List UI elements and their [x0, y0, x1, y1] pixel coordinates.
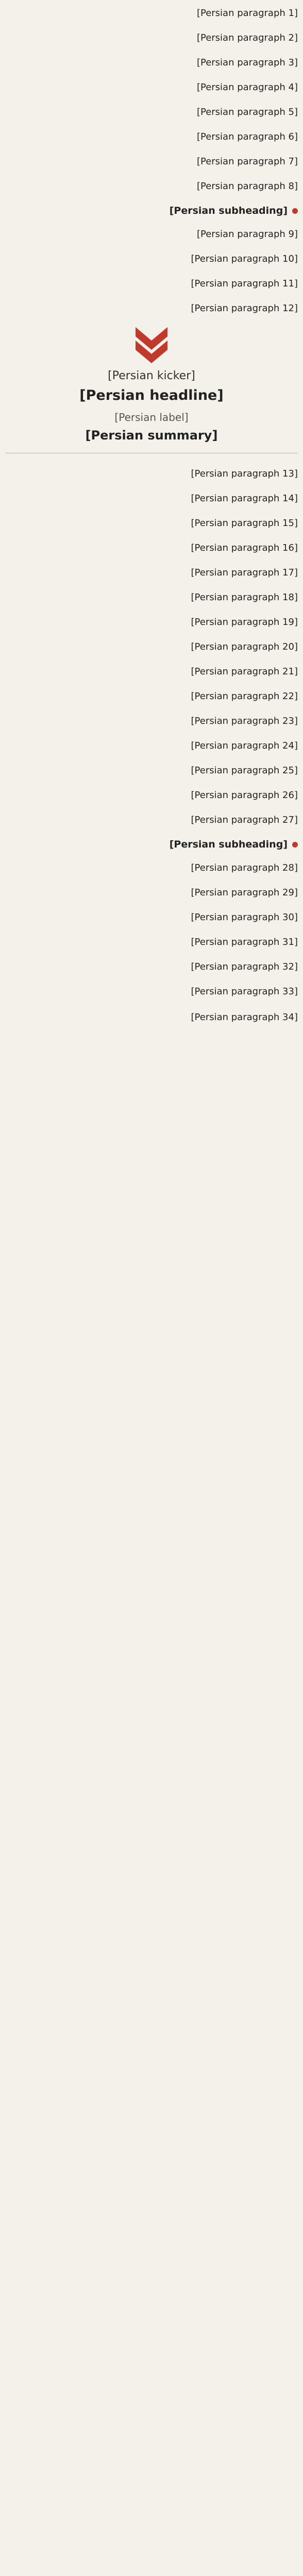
article-paragraph: [Persian paragraph 21] [191, 666, 298, 677]
article-paragraph: [Persian paragraph 18] [191, 592, 298, 603]
article-body-part-c [5, 466, 298, 828]
pull-quote-label: [Persian label] [114, 411, 189, 423]
pull-quote-summary: [Persian summary] [85, 428, 218, 443]
article-paragraph: [Persian paragraph 27] [191, 815, 298, 825]
subheading-text: [Persian subheading] [169, 205, 288, 216]
article-paragraph: [Persian paragraph 32] [191, 961, 298, 972]
article-paragraph: [Persian paragraph 11] [191, 278, 298, 289]
bullet-icon [292, 842, 298, 848]
article-paragraph: [Persian paragraph 8] [196, 181, 298, 192]
article-paragraph: [Persian paragraph 7] [196, 156, 298, 167]
article-paragraph: [Persian paragraph 5] [196, 107, 298, 117]
article-paragraph: [Persian paragraph 25] [191, 765, 298, 776]
article-paragraph: [Persian paragraph 22] [191, 691, 298, 702]
article-paragraph: [Persian paragraph 31] [191, 937, 298, 947]
article-paragraph: [Persian paragraph 1] [196, 8, 298, 19]
page-bottom-spacer [5, 1035, 298, 1045]
article-paragraph: [Persian paragraph 14] [191, 493, 298, 504]
article-body-part-d [5, 860, 298, 1026]
article-paragraph: [Persian paragraph 13] [191, 468, 298, 479]
bullet-icon [292, 208, 298, 214]
pull-quote [5, 367, 298, 453]
pull-quote-headline: [Persian headline] [79, 387, 224, 403]
article-paragraph: [Persian paragraph 9] [196, 229, 298, 240]
article-paragraph: [Persian paragraph 24] [191, 740, 298, 751]
article-paragraph: [Persian paragraph 26] [191, 790, 298, 801]
article-paragraph: [Persian paragraph 16] [191, 543, 298, 553]
article-subheading [5, 837, 298, 853]
article-paragraph: [Persian paragraph 2] [196, 32, 298, 43]
article-body-part-b [5, 226, 298, 317]
article-paragraph: [Persian paragraph 19] [191, 617, 298, 628]
subheading-text: [Persian subheading] [169, 839, 288, 850]
article-paragraph: [Persian paragraph 3] [196, 57, 298, 68]
double-chevron-down-icon [5, 325, 298, 365]
article-body-part-a [5, 5, 298, 195]
article-paragraph: [Persian paragraph 29] [191, 887, 298, 898]
article-subheading [5, 203, 298, 219]
article-paragraph: [Persian paragraph 4] [196, 82, 298, 93]
article-paragraph: [Persian paragraph 10] [191, 253, 298, 264]
pull-quote-kicker: [Persian kicker] [108, 369, 195, 382]
article-paragraph: [Persian paragraph 23] [191, 716, 298, 726]
article-paragraph: [Persian paragraph 17] [191, 567, 298, 578]
article-paragraph: [Persian paragraph 28] [191, 862, 298, 873]
article-paragraph: [Persian paragraph 6] [196, 131, 298, 142]
article-paragraph: [Persian paragraph 12] [191, 303, 298, 314]
article-paragraph: [Persian paragraph 30] [191, 912, 298, 923]
article-paragraph: [Persian paragraph 33] [191, 986, 298, 997]
article-paragraph: [Persian paragraph 20] [191, 641, 298, 652]
article-paragraph: [Persian paragraph 15] [191, 518, 298, 529]
article-paragraph: [Persian paragraph 34] [191, 1012, 298, 1023]
